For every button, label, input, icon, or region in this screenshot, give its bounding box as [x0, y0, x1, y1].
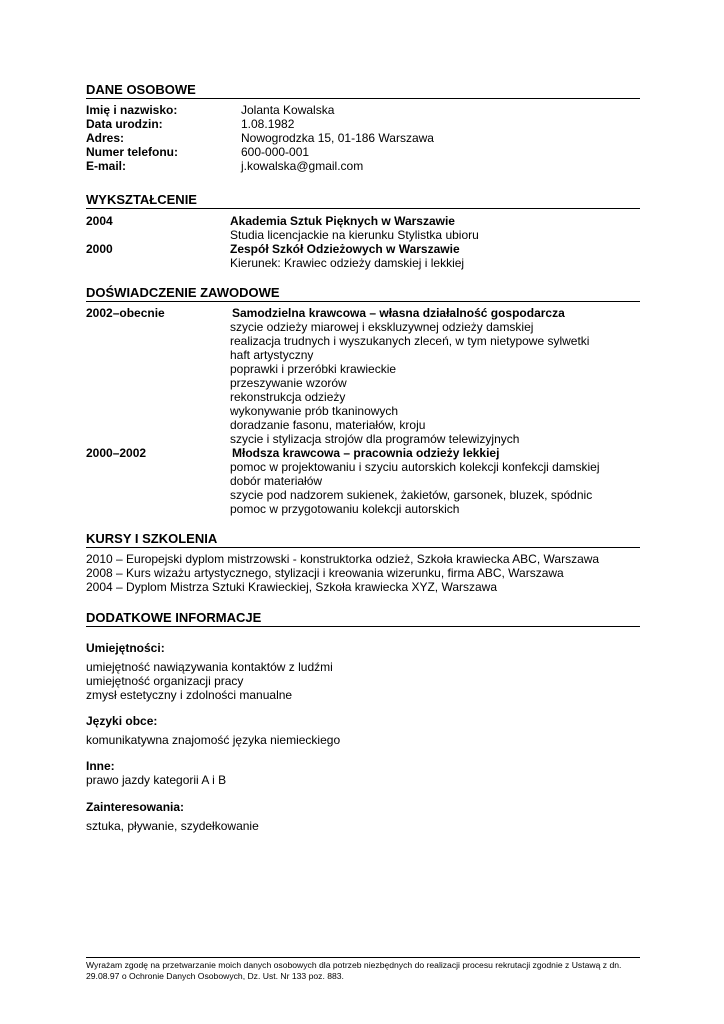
- education-entry: [86, 242, 640, 270]
- education-school: Akademia Sztuk Pięknych w Warszawie: [230, 214, 455, 228]
- cv-document: [86, 82, 640, 833]
- experience-duty: dobór materiałów: [230, 474, 323, 488]
- personal-label: Imię i nazwisko:: [86, 103, 178, 117]
- personal-row-address: [86, 131, 640, 145]
- experience-duty: rekonstrukcja odzieży: [230, 390, 346, 404]
- skill-item: umiejętność organizacji pracy: [86, 674, 244, 688]
- experience-duty: szycie pod nadzorem sukienek, żakietów, garsonek, bluzek, spódnic: [230, 488, 593, 502]
- experience-period: 2002–obecnie: [86, 306, 165, 320]
- section-title-personal: DANE OSOBOWE: [86, 82, 640, 99]
- experience-duty: poprawki i przeróbki krawieckie: [230, 362, 397, 376]
- experience-entry: [86, 446, 640, 516]
- interests-label: Zainteresowania:: [86, 800, 185, 814]
- section-title-additional: DODATKOWE INFORMACJE: [86, 610, 640, 627]
- personal-value: j.kowalska@gmail.com: [241, 159, 364, 173]
- personal-value: Nowogrodzka 15, 01-186 Warszawa: [241, 131, 434, 145]
- personal-label: Data urodzin:: [86, 117, 163, 131]
- experience-duty: realizacja trudnych i wyszukanych zleceń, w tym nietypowe sylwetki: [230, 334, 590, 348]
- experience-duty: szycie i stylizacja strojów dla programów telewizyjnych: [230, 432, 520, 446]
- skill-item: umiejętność nawiązywania kontaktów z ludźmi: [86, 660, 333, 674]
- experience-duty: pomoc w projektowaniu i szyciu autorskich kolekcji konfekcji damskiej: [230, 460, 600, 474]
- experience-duty: wykonywanie prób tkaninowych: [230, 404, 399, 418]
- experience-duty: przeszywanie wzorów: [230, 376, 347, 390]
- course-item: 2010 – Europejski dyplom mistrzowski - konstruktorka odzież, Szkoła krawiecka ABC, Warszawa: [86, 552, 600, 566]
- education-year: 2000: [86, 242, 113, 256]
- section-title-experience: DOŚWIADCZENIE ZAWODOWE: [86, 285, 640, 302]
- experience-entry: [86, 306, 640, 446]
- personal-row-birthdate: [86, 117, 640, 131]
- personal-label: Numer telefonu:: [86, 145, 179, 159]
- personal-value: 1.08.1982: [241, 117, 295, 131]
- education-detail: Kierunek: Krawiec odzieży damskiej i lekkiej: [230, 256, 465, 270]
- personal-label: Adres:: [86, 131, 125, 145]
- experience-period: 2000–2002: [86, 446, 147, 460]
- section-experience: [86, 285, 640, 516]
- personal-label: E-mail:: [86, 159, 127, 173]
- skills-label: Umiejętności:: [86, 641, 165, 655]
- languages-label: Języki obce:: [86, 714, 158, 728]
- section-education: [86, 192, 640, 270]
- skill-item: zmysł estetyczny i zdolności manualne: [86, 688, 293, 702]
- education-detail: Studia licencjackie na kierunku Stylistka ubioru: [230, 228, 479, 242]
- personal-row-email: [86, 159, 640, 173]
- course-item: 2008 – Kurs wizażu artystycznego, stylizacji i kreowania wizerunku, firma ABC, Warszawa: [86, 566, 564, 580]
- personal-value: 600-000-001: [241, 145, 310, 159]
- personal-row-phone: [86, 145, 640, 159]
- other-value: prawo jazdy kategorii A i B: [86, 773, 227, 787]
- languages-value: komunikatywna znajomość języka niemieckiego: [86, 733, 341, 747]
- education-school: Zespół Szkół Odzieżowych w Warszawie: [230, 242, 460, 256]
- section-additional: [86, 610, 640, 833]
- experience-duty: doradzanie fasonu, materiałów, kroju: [230, 418, 426, 432]
- section-personal: [86, 82, 640, 173]
- education-entry: [86, 214, 640, 242]
- interests-value: sztuka, pływanie, szydełkowanie: [86, 819, 259, 833]
- experience-position: Młodsza krawcowa – pracownia odzieży lekkiej: [232, 446, 500, 460]
- section-courses: [86, 531, 640, 594]
- section-title-courses: KURSY I SZKOLENIA: [86, 531, 640, 548]
- course-item: 2004 – Dyplom Mistrza Sztuki Krawieckiej, Szkoła krawiecka XYZ, Warszawa: [86, 580, 498, 594]
- experience-position: Samodzielna krawcowa – własna działalność gospodarcza: [232, 306, 565, 320]
- personal-value: Jolanta Kowalska: [241, 103, 335, 117]
- education-year: 2004: [86, 214, 113, 228]
- experience-duty: szycie odzieży miarowej i ekskluzywnej odzieży damskiej: [230, 320, 534, 334]
- personal-row-name: [86, 103, 640, 117]
- consent-footer: Wyrażam zgodę na przetwarzanie moich danych osobowych dla potrzeb niezbędnych do realizacji procesu rekrutacji zgodnie z Ustawą z dn. 29.08.97 o Ochronie Danych Osobowych, Dz. Ust. Nr 133 poz. 883.: [86, 957, 640, 982]
- experience-duty: pomoc w przygotowaniu kolekcji autorskich: [230, 502, 460, 516]
- experience-duty: haft artystyczny: [230, 348, 314, 362]
- other-label: Inne:: [86, 759, 115, 773]
- section-title-education: WYKSZTAŁCENIE: [86, 192, 640, 209]
